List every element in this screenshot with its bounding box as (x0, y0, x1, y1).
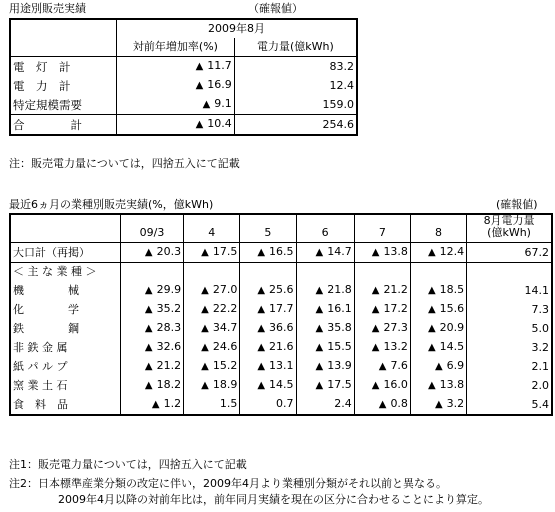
yoy-value: 13.1 (269, 359, 294, 372)
decrease-mark: ▲ (257, 323, 266, 334)
yoy-value: 22.2 (212, 302, 238, 315)
month-header: 6 (296, 214, 354, 243)
decrease-mark: ▲ (427, 380, 436, 391)
power-value: 2.0 (467, 376, 552, 395)
table1-note: 注：販売電力量については，四捨五入にて記載 (9, 157, 240, 170)
decrease-mark: ▲ (315, 342, 324, 353)
yoy-value: 21.2 (383, 283, 408, 296)
decrease-mark: ▲ (434, 361, 443, 372)
table2-note2-line2: 2009年4月以降の対前年比は，前年同月実績を現在の区分に合わせることにより算定。 (58, 493, 489, 506)
decrease-mark: ▲ (378, 399, 387, 410)
row-label: 鉄 鋼 (13, 321, 79, 335)
table-row (10, 300, 552, 319)
power-header-line1: 8月電力量 (483, 214, 535, 227)
table-row (10, 57, 357, 77)
power-value: 5.0 (467, 319, 552, 338)
yoy-header: 対前年増加率(%) (117, 38, 235, 57)
decrease-mark: ▲ (257, 380, 266, 391)
decrease-mark: ▲ (195, 61, 204, 72)
decrease-mark: ▲ (201, 361, 209, 372)
table-row (10, 319, 552, 338)
yoy-value: 20.9 (439, 321, 465, 334)
yoy-value: 18.9 (212, 378, 238, 391)
yoy-value: 14.5 (439, 340, 465, 353)
decrease-mark: ▲ (257, 304, 266, 315)
yoy-value: 1.5 (219, 397, 238, 410)
decrease-mark: ▲ (151, 399, 160, 410)
yoy-value: 35.2 (156, 302, 182, 315)
yoy-value: 13.8 (439, 378, 465, 391)
yoy-value: 17.2 (383, 302, 408, 315)
yoy-value: 18.5 (439, 283, 465, 296)
decrease-mark: ▲ (315, 304, 324, 315)
row-label: 紙 パ ル プ (13, 359, 68, 373)
yoy-value: 17.5 (327, 378, 352, 391)
table2-title: 最近6ヵ月の業種別販売実績(%，億kWh) (9, 198, 214, 211)
decrease-mark: ▲ (201, 380, 209, 391)
decrease-mark: ▲ (371, 247, 380, 258)
decrease-mark: ▲ (201, 342, 209, 353)
yoy-value: 14.7 (327, 245, 352, 258)
decrease-mark: ▲ (144, 304, 153, 315)
yoy-value: 12.4 (439, 245, 465, 258)
decrease-mark: ▲ (315, 361, 324, 372)
power-value: 12.4 (234, 76, 357, 95)
table-row (10, 281, 552, 300)
decrease-mark: ▲ (144, 247, 153, 258)
decrease-mark: ▲ (144, 380, 153, 391)
table-row-total (10, 115, 357, 136)
yoy-value: 15.5 (327, 340, 352, 353)
month-header: 5 (240, 214, 296, 243)
power-value: 254.6 (234, 115, 357, 136)
decrease-mark: ▲ (371, 323, 380, 334)
decrease-mark: ▲ (371, 285, 380, 296)
decrease-mark: ▲ (427, 323, 436, 334)
decrease-mark: ▲ (427, 304, 436, 315)
power-value: 67.2 (467, 243, 552, 263)
decrease-mark: ▲ (201, 247, 209, 258)
decrease-mark: ▲ (315, 285, 324, 296)
yoy-value: 32.6 (156, 340, 182, 353)
row-label: 特定規模需要 (13, 97, 82, 112)
power-value: 3.2 (467, 338, 552, 357)
month-header: 8 (410, 214, 466, 243)
power-value: 159.0 (234, 95, 357, 115)
decrease-mark: ▲ (434, 399, 443, 410)
power-value: 5.4 (467, 395, 552, 415)
row-label: 電 灯 計 (13, 59, 71, 74)
power-header: 電力量(億kWh) (234, 38, 357, 57)
table2-note1: 注1：販売電力量については，四捨五入にて記載 (9, 458, 247, 471)
yoy-value: 11.7 (207, 59, 232, 72)
decrease-mark: ▲ (144, 361, 153, 372)
decrease-mark: ▲ (201, 323, 209, 334)
yoy-value: 3.2 (446, 397, 465, 410)
decrease-mark: ▲ (371, 342, 380, 353)
decrease-mark: ▲ (371, 380, 380, 391)
yoy-value: 10.4 (207, 117, 232, 130)
table-row (10, 395, 552, 415)
yoy-value: 13.9 (327, 359, 352, 372)
period-header: 2009年8月 (117, 19, 357, 38)
table1-status: （確報値） (248, 2, 303, 15)
table-row (10, 357, 552, 376)
table2-status: (確報値) (496, 198, 538, 211)
row-label: 窯 業 土 石 (13, 378, 68, 392)
decrease-mark: ▲ (257, 342, 266, 353)
month-header: 7 (354, 214, 410, 243)
yoy-value: 29.9 (156, 283, 182, 296)
row-label: 食 料 品 (13, 397, 68, 411)
decrease-mark: ▲ (144, 285, 153, 296)
yoy-value: 1.2 (163, 397, 182, 410)
yoy-value: 15.6 (439, 302, 465, 315)
yoy-value: 16.9 (207, 78, 232, 91)
power-value: 83.2 (234, 57, 357, 77)
yoy-value: 2.4 (334, 397, 352, 410)
table2-note2-line1: 注2：日本標準産業分類の改定に伴い，2009年4月より業種別分類がそれ以前と異なる。 (9, 477, 447, 490)
yoy-value: 16.0 (383, 378, 408, 391)
row-label: ＜ 主 な 業 種 ＞ (13, 265, 97, 278)
power-value: 14.1 (467, 281, 552, 300)
yoy-value: 18.2 (156, 378, 182, 391)
decrease-mark: ▲ (427, 285, 436, 296)
decrease-mark: ▲ (257, 247, 266, 258)
yoy-value: 35.8 (327, 321, 352, 334)
row-label: 化 学 (13, 302, 79, 316)
yoy-value: 0.7 (276, 397, 294, 410)
industry-rows (10, 243, 552, 416)
table-row (10, 338, 552, 357)
yoy-value: 27.0 (212, 283, 238, 296)
yoy-value: 36.6 (269, 321, 294, 334)
usage-sales-table (9, 18, 358, 136)
yoy-value: 27.3 (383, 321, 408, 334)
decrease-mark: ▲ (257, 285, 266, 296)
power-value (467, 263, 552, 282)
power-value: 7.3 (467, 300, 552, 319)
yoy-value: 21.2 (156, 359, 182, 372)
table-row (10, 76, 357, 95)
yoy-value: 21.8 (327, 283, 352, 296)
decrease-mark: ▲ (257, 361, 266, 372)
table-row (10, 263, 552, 282)
yoy-value: 25.6 (269, 283, 294, 296)
decrease-mark: ▲ (315, 247, 324, 258)
yoy-value: 28.3 (156, 321, 182, 334)
decrease-mark: ▲ (195, 119, 204, 130)
table-row-total (10, 243, 552, 263)
decrease-mark: ▲ (315, 323, 324, 334)
yoy-value: 16.5 (269, 245, 294, 258)
decrease-mark: ▲ (144, 342, 153, 353)
table-row (10, 376, 552, 395)
yoy-value: 16.1 (327, 302, 352, 315)
yoy-value: 20.3 (156, 245, 182, 258)
decrease-mark: ▲ (315, 380, 324, 391)
decrease-mark: ▲ (202, 99, 211, 110)
power-header-line2: (億kWh) (487, 226, 531, 239)
power-value: 2.1 (467, 357, 552, 376)
yoy-value: 13.2 (383, 340, 408, 353)
yoy-value: 7.6 (390, 359, 408, 372)
industry-sales-table (9, 213, 553, 416)
yoy-value: 15.2 (212, 359, 238, 372)
yoy-value: 34.7 (212, 321, 238, 334)
row-label: 機 械 (13, 283, 79, 297)
decrease-mark: ▲ (201, 285, 209, 296)
row-label: 合 計 (10, 115, 117, 136)
decrease-mark: ▲ (144, 323, 153, 334)
decrease-mark: ▲ (201, 304, 209, 315)
yoy-value: 24.6 (212, 340, 238, 353)
yoy-value: 21.6 (269, 340, 294, 353)
decrease-mark: ▲ (378, 361, 387, 372)
month-header: 4 (184, 214, 240, 243)
yoy-value: 14.5 (269, 378, 294, 391)
decrease-mark: ▲ (195, 80, 204, 91)
yoy-value: 17.7 (269, 302, 294, 315)
yoy-value: 13.8 (383, 245, 408, 258)
table1-title: 用途別販売実績 (9, 2, 86, 15)
decrease-mark: ▲ (427, 342, 436, 353)
yoy-value: 17.5 (212, 245, 238, 258)
month-header: 09/3 (120, 214, 183, 243)
row-label: 大口計（再掲） (10, 243, 120, 263)
row-label: 電 力 計 (13, 78, 71, 93)
yoy-value: 0.8 (390, 397, 408, 410)
yoy-value: 9.1 (214, 97, 232, 110)
row-label: 非 鉄 金 属 (13, 340, 68, 354)
decrease-mark: ▲ (427, 247, 436, 258)
table-row (10, 95, 357, 115)
yoy-value: 6.9 (446, 359, 465, 372)
decrease-mark: ▲ (371, 304, 380, 315)
